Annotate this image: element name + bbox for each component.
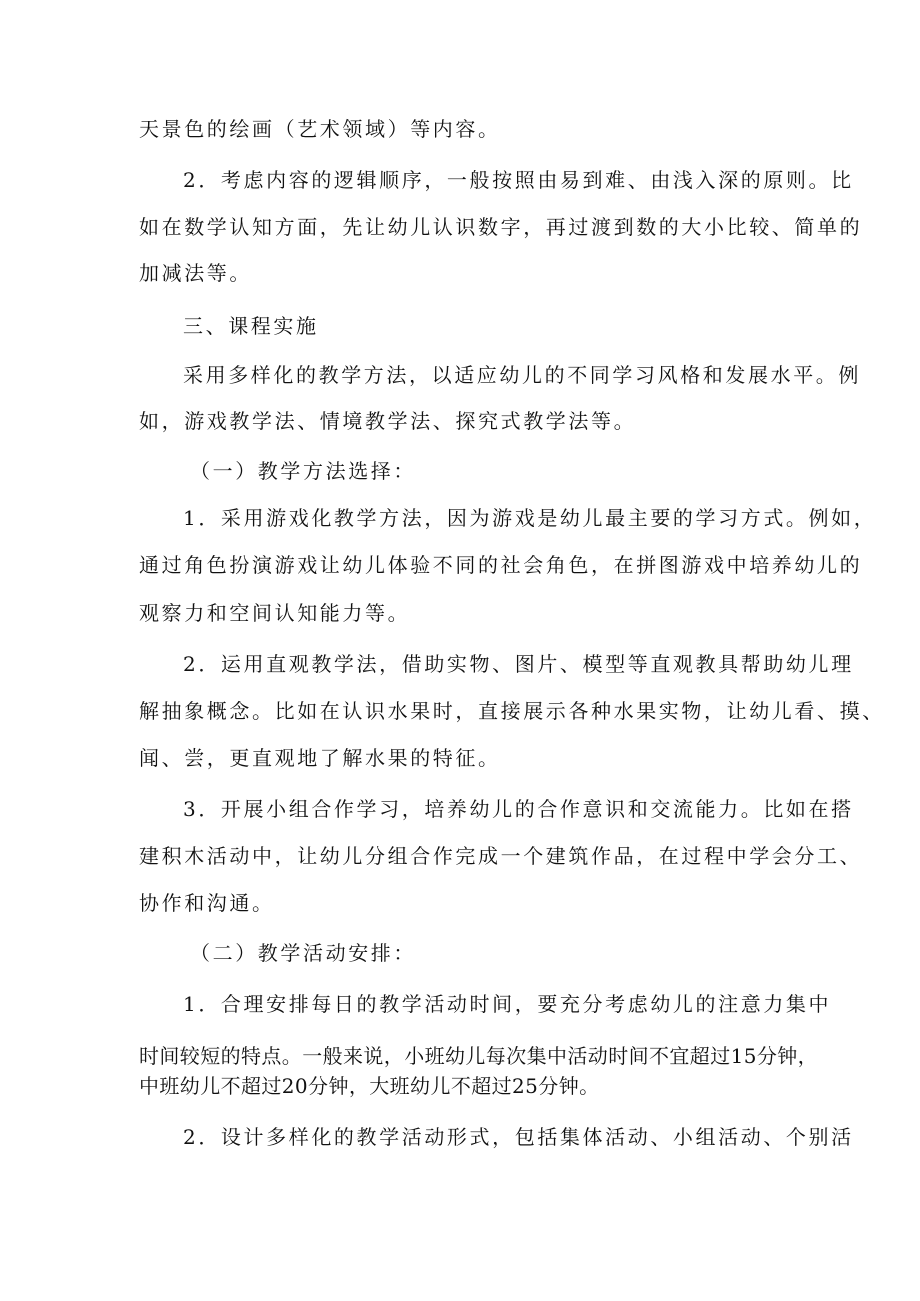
text-line: 时间较短的特点。一般来说，小班幼儿每次集中活动时间不宜超过15分钟， [139, 1044, 819, 1068]
text-line: 天景色的绘画（艺术领域）等内容。 [139, 117, 501, 141]
text-line: 3．开展小组合作学习，培养幼儿的合作意识和交流能力。比如在搭 [183, 797, 854, 821]
text-line: 闻、尝，更直观地了解水果的特征。 [139, 746, 501, 770]
text-line: 1．合理安排每日的教学活动时间，要充分考虑幼儿的注意力集中 [183, 992, 832, 1016]
text-line: 中班幼儿不超过20分钟，大班幼儿不超过25分钟。 [139, 1074, 600, 1098]
section-heading: 三、课程实施 [183, 314, 319, 338]
text-line: 采用多样化的教学方法，以适应幼儿的不同学习风格和发展水平。例 [183, 363, 861, 387]
text-line: 建积木活动中，让幼儿分组合作完成一个建筑作品，在过程中学会分工、 [139, 844, 863, 868]
text-line: 加减法等。 [139, 261, 252, 285]
text-line: 协作和沟通。 [139, 891, 275, 915]
text-line: 观察力和空间认知能力等。 [139, 601, 411, 625]
subsection-heading: （二）教学活动安排： [190, 941, 416, 965]
text-line: 如，游戏教学法、情境教学法、探究式教学法等。 [139, 409, 637, 433]
text-line: 通过角色扮演游戏让幼儿体验不同的社会角色，在拼图游戏中培养幼儿的 [139, 553, 863, 577]
text-line: 2．考虑内容的逻辑顺序，一般按照由易到难、由浅入深的原则。比 [183, 168, 854, 192]
subsection-heading: （一）教学方法选择： [190, 459, 416, 483]
text-line: 2．设计多样化的教学活动形式，包括集体活动、小组活动、个别活 [183, 1125, 854, 1149]
text-line: 解抽象概念。比如在认识水果时，直接展示各种水果实物，让幼儿看、摸、 [139, 699, 885, 723]
text-line: 2．运用直观教学法，借助实物、图片、模型等直观教具帮助幼儿理 [183, 652, 854, 676]
text-line: 如在数学认知方面，先让幼儿认识数字，再过渡到数的大小比较、简单的 [139, 215, 863, 239]
text-line: 1．采用游戏化教学方法，因为游戏是幼儿最主要的学习方式。例如， [183, 506, 877, 530]
